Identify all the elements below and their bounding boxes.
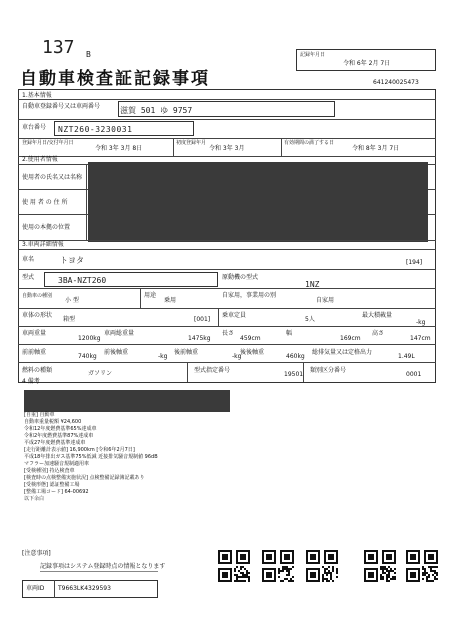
class-number-value: 0001 — [406, 371, 422, 378]
displacement-label: 総排気量又は定格出力 — [312, 349, 373, 356]
notes-title: [注意事項] — [22, 550, 51, 557]
model-label: 型式 — [22, 274, 35, 281]
document-title: 自動車検査証記録事項 — [20, 69, 210, 89]
section-vehicle-heading: 3.車両詳細情報 — [22, 241, 64, 248]
qr-code-4 — [364, 550, 396, 582]
first-year-label: 初度登録年月 — [176, 140, 207, 146]
user-name-label: 使用者の氏名又は名称 — [22, 174, 83, 181]
chassis-label: 車台番号 — [22, 124, 47, 131]
height-label: 高さ — [372, 330, 385, 337]
front-front-axle-value: 740kg — [78, 353, 97, 360]
expiry-value: 令和 8年 3月 7日 — [352, 145, 400, 152]
user-base-label: 使用の本拠の位置 — [22, 224, 71, 231]
length-value: 459cm — [240, 335, 261, 342]
spec-number-label: 型式指定番号 — [194, 367, 231, 374]
page-suffix: B — [86, 50, 91, 59]
notes-text: 記録事項はシステム登録時点の情報となります — [40, 563, 166, 570]
remarks-line: [受検種別] 持込検査車 — [24, 468, 75, 474]
rear-front-axle-value: -kg — [232, 353, 242, 360]
car-id-value: T9663LK4329593 — [58, 585, 111, 592]
gross-label: 車両総重量 — [104, 330, 135, 337]
user-info-redaction — [88, 162, 428, 242]
section-user-heading: 2.使用者情報 — [22, 156, 58, 163]
qr-code-5 — [406, 550, 438, 582]
remarks-line: 平成27年度燃費基準達成車 — [24, 440, 86, 446]
gross-value: 1475kg — [188, 335, 211, 342]
kind-value: 小 型 — [65, 297, 79, 304]
user-address-label: 使 用 者 の 住 所 — [22, 199, 68, 206]
front-rear-axle-value: -kg — [158, 353, 168, 360]
remarks-redaction — [24, 390, 230, 412]
body-code: [001] — [194, 316, 211, 323]
front-front-axle-label: 前前軸重 — [22, 349, 47, 356]
remarks-line: 平成18年排出ガス基準75%低減 近接排気騒音規制値 96dB — [24, 454, 158, 460]
remarks-line: 令和2年度燃費基準87%達成車 — [24, 433, 94, 439]
first-year-value: 令和 3年 3月 — [209, 145, 245, 152]
max-load-label: 最大積載量 — [362, 312, 393, 319]
model-value: 3BA-NZT260 — [58, 276, 107, 285]
weight-value: 1200kg — [78, 335, 101, 342]
record-date-label: 記録年月日 — [300, 52, 326, 58]
expiry-label: 有効期間の満了する日 — [284, 140, 335, 146]
weight-label: 車両重量 — [22, 330, 47, 337]
chassis-value: NZT260-3230031 — [58, 125, 133, 134]
fuel-label: 燃料の種類 — [22, 367, 53, 374]
rear-rear-axle-label: 後後軸重 — [240, 349, 265, 356]
remarks-line: [自重] 自動車 — [24, 412, 55, 418]
remarks-line: マフラー加速騒音規制適用車 — [24, 461, 90, 467]
engine-value: 1NZ — [305, 280, 320, 289]
width-value: 169cm — [340, 335, 361, 342]
qr-code-1 — [218, 550, 250, 582]
remarks-line: [走行距離計表示値] 16,900km [令和6年2月7日] — [24, 447, 135, 453]
rear-rear-axle-value: 460kg — [286, 353, 305, 360]
class-number-label: 類別区分番号 — [310, 367, 347, 374]
displacement-value: 1.49L — [398, 353, 415, 360]
capacity-value: 5人 — [305, 316, 315, 323]
capacity-label: 乗車定員 — [222, 312, 247, 319]
remarks-line: 以下余白 — [24, 496, 45, 502]
qr-code-2 — [262, 550, 294, 582]
rear-front-axle-label: 後前軸重 — [174, 349, 199, 356]
spec-number-value: 19501 — [284, 371, 304, 378]
qr-code-3 — [306, 550, 338, 582]
section-basic-heading: 1.基本情報 — [22, 92, 52, 99]
section-remarks-heading: 4.備考 — [22, 378, 40, 385]
body-value: 箱型 — [63, 316, 76, 323]
maker-code: [194] — [406, 259, 423, 266]
record-date-value: 令和 6年 2月 7日 — [343, 60, 391, 67]
use-label: 用途 — [144, 292, 157, 299]
use-value: 乗用 — [164, 297, 177, 304]
body-label: 車体の形状 — [22, 312, 53, 319]
height-value: 147cm — [410, 335, 431, 342]
reg-number-value: 滋賀 501 ゆ 9757 — [120, 106, 193, 115]
remarks-line: [受検形態] 認証整備工場 — [24, 482, 80, 488]
page-number: 137 — [42, 37, 75, 58]
first-reg-label: 登録年月日/交付年月日 — [22, 140, 74, 146]
length-label: 長さ — [222, 330, 235, 337]
purpose-value: 自家用 — [316, 297, 335, 304]
front-rear-axle-label: 前後軸重 — [104, 349, 129, 356]
remarks-line: [整備工場コード] 64-00692 — [24, 489, 89, 495]
width-label: 幅 — [286, 330, 293, 337]
remarks-line: [検査時の点検整備実施状況] 点検整備記録簿記載あり — [24, 475, 145, 481]
reg-number-label: 自動車登録番号又は車両番号 — [22, 103, 101, 110]
purpose-label: 自家用，事業用の別 — [222, 292, 277, 299]
car-id-label: 車両ID — [26, 585, 45, 592]
maker-value: トヨタ — [60, 256, 84, 265]
fuel-value: ガソリン — [88, 370, 113, 377]
first-reg-value: 令和 3年 3月 8日 — [95, 145, 143, 152]
engine-label: 原動機の型式 — [222, 274, 259, 281]
max-load-value: -kg — [416, 319, 426, 326]
remarks-line: 自動車重量税額 ¥24,600 — [24, 419, 82, 425]
remarks-line: 令和12年度燃費基準65%達成車 — [24, 426, 97, 432]
kind-label: 自動車の種別 — [22, 293, 53, 299]
maker-label: 車名 — [22, 256, 35, 263]
document-number: 641240025473 — [373, 79, 419, 86]
